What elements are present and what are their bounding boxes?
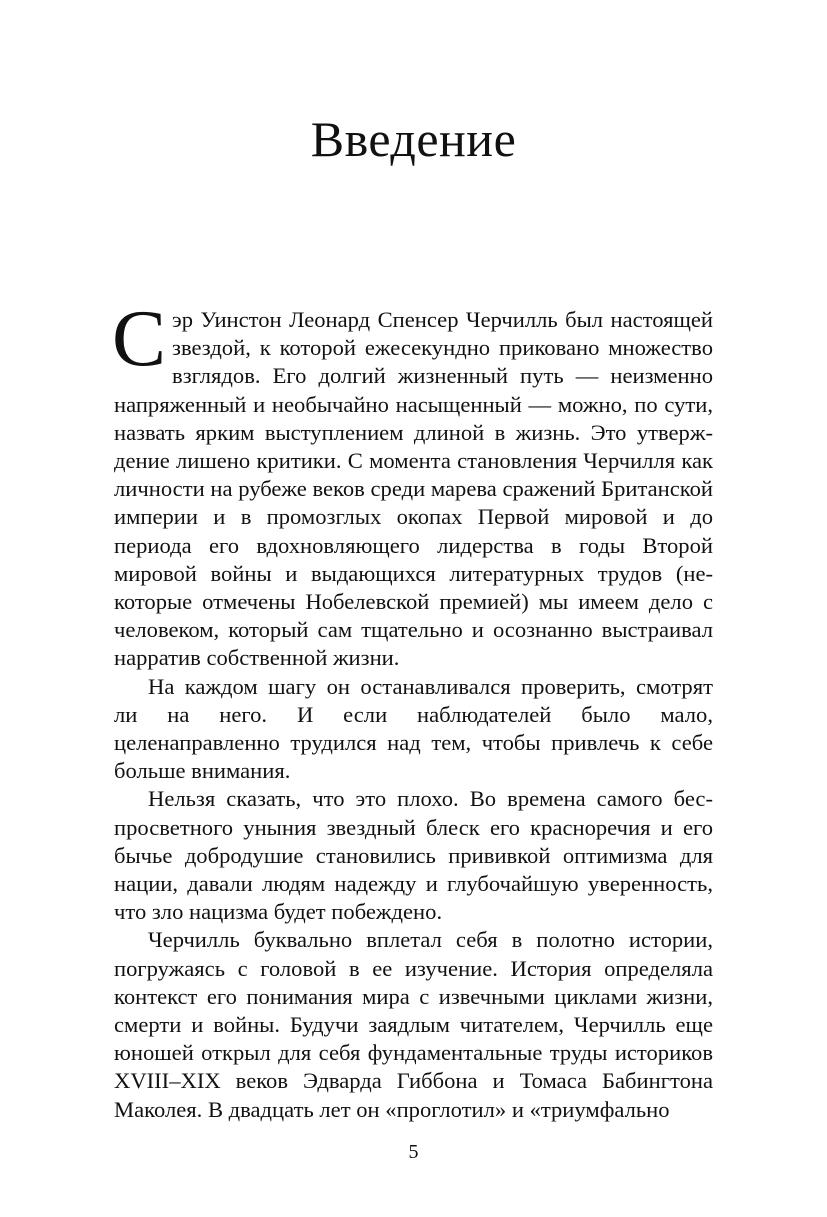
page-number: 5	[408, 1141, 419, 1163]
drop-cap: С	[112, 293, 167, 383]
paragraph-1-text: эр Уинстон Леонард Спенсер Черчилль был настоящей звездой, к которой ежесекундно приковано множество взглядов. Его долгий жизненный путь — неизменно напряженный и необычайно насыщенный — можно, по сути, назвать ярким выступлением длиной в жизнь. Это утверждение лишено критики. С момента становления Черчилля как личности на рубеже веков среди марева сражений Британской империи и в промозглых окопах Первой мировой и до периода его вдохновляющего лидерства в годы Второй мировой войны и выдающихся литературных трудов (некоторые отмечены Нобелевской премией) мы имеем дело с человеком, который сам тщательно и осознанно выстраивал нарратив собственной жизни.	[114, 307, 713, 671]
paragraph-1	[112, 293, 713, 673]
paragraph-4: Черчилль буквально вплетал себя в полотно истории, погружаясь с головой в ее изучение. История определяла контекст его понимания мира с извечными циклами жизни, смерти и войны. Будучи заядлым читателем, Черчилль еще юношей открыл для себя фундаментальные труды историков XVIII–XIX веков Эдварда Гиббона и Томаса Бабингтона Маколея. В двадцать лет он «проглотил» и «триумфально	[114, 927, 713, 1122]
paragraph-2: На каждом шагу он останавливался проверить, смотрят ли на него. И если наблюдателей было мало, целенаправленно трудился над тем, чтобы привлечь к себе больше внимания.	[114, 673, 713, 784]
body-text	[112, 293, 713, 1124]
chapter-title: Введение	[310, 111, 517, 167]
paragraph-3: Нельзя сказать, что это плохо. Во времена самого беспросветного уныния звездный блеск его красноречия и его бычье добродушие становились прививкой оптимизма для нации, давали людям надежду и глубочайшую уверенность, что зло нацизма будет побеждено.	[114, 786, 713, 925]
